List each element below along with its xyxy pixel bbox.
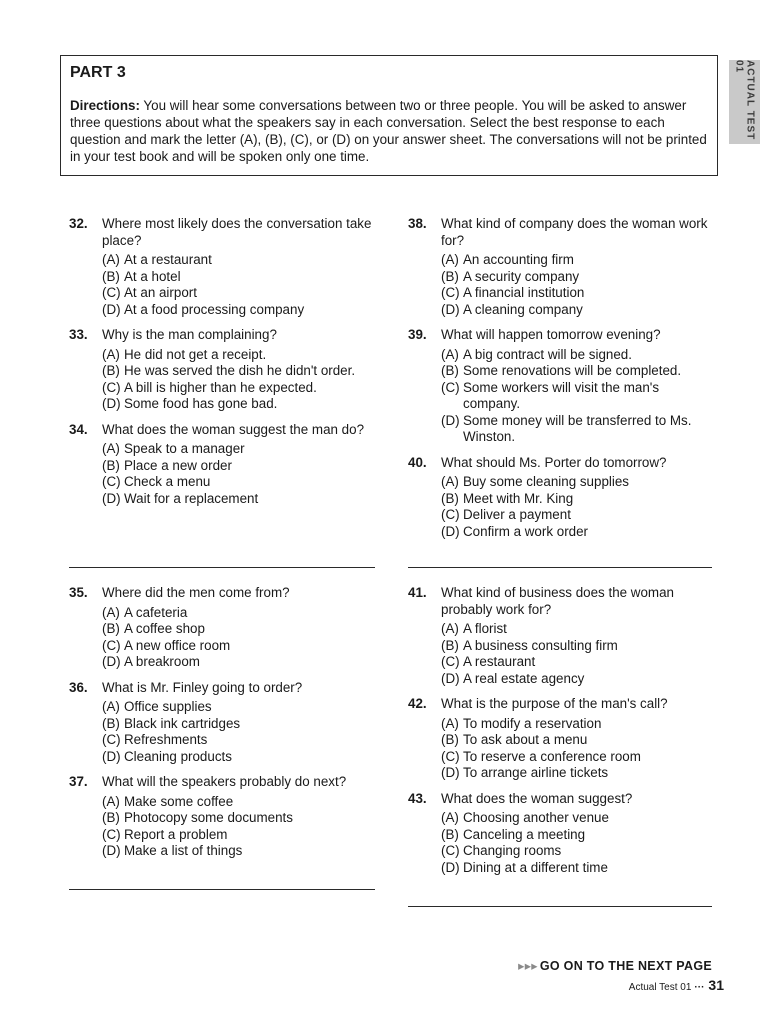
answer-option (102, 699, 379, 716)
option-text: At a restaurant (124, 252, 212, 267)
option-text: To ask about a menu (463, 732, 588, 747)
option-text: A coffee shop (124, 621, 205, 636)
question-text: What kind of business does the woman probably work for? (441, 585, 674, 617)
answer-option (441, 638, 718, 655)
question-number: 40. (408, 454, 427, 470)
answer-option (441, 654, 718, 671)
option-text: Some workers will visit the man's company. (463, 379, 660, 411)
option-text: Refreshments (124, 732, 208, 747)
answer-option (441, 413, 718, 446)
question-header (69, 216, 379, 249)
section-divider (408, 567, 712, 568)
option-text: Confirm a work order (463, 523, 589, 539)
answer-option (441, 843, 718, 860)
question-text: Where did the men come from? (102, 585, 290, 600)
question-item (408, 791, 718, 877)
option-text: A business consulting firm (463, 637, 618, 653)
option-text: A new office room (124, 637, 231, 653)
option-text: At an airport (124, 285, 197, 300)
option-text: He did not get a receipt. (124, 346, 267, 362)
option-letter: (D) (441, 301, 460, 317)
option-text: Speak to a manager (124, 441, 245, 456)
section-tab-label: ACTUAL TEST 01 (733, 60, 756, 141)
option-letter: (A) (441, 474, 459, 489)
option-letter: (C) (441, 379, 460, 395)
answer-option (441, 252, 718, 269)
option-letter: (A) (441, 715, 459, 731)
answer-option (441, 363, 718, 380)
question-text: What kind of company does the woman work for? (441, 216, 708, 248)
answer-option (441, 827, 718, 844)
question-item (408, 216, 718, 318)
option-text: A breakroom (124, 654, 200, 669)
answer-options (408, 621, 718, 687)
answer-option (441, 810, 718, 827)
question-number: 43. (408, 790, 427, 806)
answer-option (102, 302, 379, 319)
question-item (408, 585, 718, 687)
option-letter: (A) (441, 346, 459, 362)
option-letter: (B) (441, 826, 459, 842)
answer-option (102, 732, 379, 749)
option-text: To modify a reservation (463, 715, 602, 731)
question-item (69, 585, 379, 671)
option-text: Canceling a meeting (463, 826, 586, 842)
answer-option (102, 363, 379, 380)
question-number: 39. (408, 327, 427, 342)
answer-option (102, 347, 379, 364)
directions-paragraph (70, 97, 708, 165)
question-number: 34. (69, 421, 88, 437)
option-letter: (C) (102, 474, 121, 489)
answer-option (441, 671, 718, 688)
option-text: Black ink cartridges (124, 715, 241, 731)
option-letter: (C) (102, 379, 121, 395)
question-group (408, 585, 718, 885)
option-letter: (A) (441, 621, 459, 636)
answer-option (441, 491, 718, 508)
directions-text: You will hear some conversations between two or three people. You will be asked to answer three questions about what the speakers say in each conversation. Select the best response to each question and mark the letter (A), (B), (C), or (D) on your answer sheet. The conversations will not be printed in your test book and will be spoken only one time. (70, 98, 707, 164)
option-letter: (D) (102, 654, 121, 669)
option-letter: (B) (441, 268, 459, 284)
option-text: Photocopy some documents (124, 810, 293, 825)
answer-option (441, 380, 718, 413)
option-letter: (A) (102, 441, 120, 456)
option-letter: (D) (441, 523, 460, 539)
option-letter: (A) (102, 699, 120, 714)
option-text: Meet with Mr. King (463, 490, 574, 506)
option-text: Make a list of things (124, 843, 243, 858)
answer-option (441, 474, 718, 491)
answer-option (441, 507, 718, 524)
option-letter: (A) (441, 810, 459, 825)
option-letter: (D) (102, 301, 121, 317)
answer-option (102, 396, 379, 413)
section-divider (69, 567, 375, 568)
option-text: An accounting firm (463, 252, 574, 267)
question-number: 42. (408, 696, 427, 711)
option-text: Choosing another venue (463, 810, 609, 825)
option-letter: (D) (102, 490, 121, 506)
option-letter: (B) (441, 363, 459, 378)
page-number: 31 (708, 977, 724, 993)
question-item (69, 680, 379, 766)
option-text: Buy some cleaning supplies (463, 474, 629, 489)
answer-option (441, 285, 718, 302)
answer-option (102, 458, 379, 475)
answer-option (102, 794, 379, 811)
question-number: 33. (69, 327, 88, 342)
question-number: 36. (69, 679, 88, 695)
question-text: What does the woman suggest? (441, 790, 633, 806)
option-letter: (A) (102, 346, 120, 362)
dots-separator: ··· (694, 982, 705, 993)
option-letter: (D) (102, 396, 121, 411)
answer-option (441, 732, 718, 749)
question-header (69, 774, 379, 791)
question-header (69, 585, 379, 602)
option-letter: (D) (441, 765, 460, 780)
answer-option (441, 347, 718, 364)
part-title: PART 3 (70, 64, 126, 81)
question-header (69, 422, 379, 439)
question-text: What should Ms. Porter do tomorrow? (441, 454, 667, 470)
answer-option (441, 269, 718, 286)
question-header (408, 455, 718, 472)
answer-option (102, 810, 379, 827)
option-letter: (D) (102, 843, 121, 858)
option-letter: (B) (102, 268, 120, 284)
option-text: Office supplies (124, 699, 212, 714)
question-number: 38. (408, 216, 427, 231)
option-text: To reserve a conference room (463, 748, 641, 764)
answer-option (441, 302, 718, 319)
option-text: Some food has gone bad. (124, 396, 278, 411)
option-text: Report a problem (124, 826, 228, 842)
test-label: Actual Test 01 (628, 982, 692, 993)
option-letter: (C) (441, 654, 460, 669)
question-header (408, 791, 718, 808)
option-letter: (C) (441, 285, 460, 300)
question-item (69, 327, 379, 413)
answer-option (102, 474, 379, 491)
option-text: Some money will be transferred to Ms. Winston. (463, 412, 692, 444)
option-text: Make some coffee (124, 793, 234, 809)
option-text: Dining at a different time (463, 859, 608, 875)
directions-box (60, 55, 718, 176)
option-letter: (B) (441, 490, 459, 506)
section-divider (69, 889, 375, 890)
option-text: A big contract will be signed. (463, 346, 632, 362)
option-letter: (C) (441, 507, 460, 522)
directions-label: Directions: (70, 98, 140, 113)
answer-option (102, 827, 379, 844)
option-letter: (B) (102, 621, 120, 636)
answer-option (102, 380, 379, 397)
option-text: Cleaning products (124, 748, 232, 764)
answer-options (69, 699, 379, 765)
option-letter: (B) (102, 810, 120, 825)
answer-option (102, 605, 379, 622)
answer-option (441, 765, 718, 782)
answer-option (102, 654, 379, 671)
option-letter: (A) (102, 604, 120, 620)
answer-option (102, 621, 379, 638)
option-letter: (A) (441, 252, 459, 267)
answer-options (408, 810, 718, 876)
next-page-notice (518, 958, 712, 973)
option-letter: (B) (102, 363, 120, 378)
option-text: A cafeteria (124, 604, 188, 620)
option-letter: (D) (441, 670, 460, 686)
question-group (69, 585, 379, 869)
answer-option (102, 252, 379, 269)
question-header (408, 216, 718, 249)
section-divider (408, 906, 712, 907)
answer-option (102, 638, 379, 655)
question-text: Why is the man complaining? (102, 327, 277, 342)
answer-options (408, 347, 718, 446)
option-text: At a food processing company (124, 301, 305, 317)
option-letter: (C) (441, 748, 460, 764)
question-item (408, 696, 718, 782)
question-group (408, 216, 718, 549)
option-text: A financial institution (463, 285, 585, 300)
question-number: 32. (69, 216, 88, 231)
question-text: What is the purpose of the man's call? (441, 696, 668, 711)
answer-options (408, 716, 718, 782)
option-text: A security company (463, 268, 580, 284)
option-letter: (D) (441, 859, 460, 875)
answer-option (102, 491, 379, 508)
option-text: Check a menu (124, 474, 211, 489)
question-number: 37. (69, 774, 88, 789)
option-letter: (C) (102, 637, 121, 653)
option-letter: (B) (441, 732, 459, 747)
answer-option (102, 269, 379, 286)
answer-option (102, 843, 379, 860)
section-tab (729, 60, 760, 144)
question-number: 35. (69, 585, 88, 600)
question-text: Where most likely does the conversation take place? (102, 216, 372, 248)
answer-option (102, 749, 379, 766)
option-letter: (C) (102, 826, 121, 842)
answer-option (102, 441, 379, 458)
option-text: A bill is higher than he expected. (124, 379, 317, 395)
question-item (408, 455, 718, 541)
option-text: Some renovations will be completed. (463, 363, 682, 378)
option-letter: (B) (102, 457, 120, 473)
question-header (69, 327, 379, 344)
option-text: Wait for a replacement (124, 490, 259, 506)
option-letter: (C) (102, 285, 121, 300)
option-letter: (A) (102, 793, 120, 809)
next-page-text: GO ON TO THE NEXT PAGE (539, 959, 712, 973)
answer-options (69, 794, 379, 860)
option-letter: (C) (441, 843, 460, 858)
question-group (69, 216, 379, 516)
option-text: At a hotel (124, 268, 181, 284)
answer-option (441, 621, 718, 638)
option-letter: (D) (102, 748, 121, 764)
option-letter: (B) (441, 637, 459, 653)
question-header (408, 696, 718, 713)
option-letter: (A) (102, 252, 120, 267)
option-letter: (D) (441, 412, 460, 428)
option-text: To arrange airline tickets (463, 765, 609, 780)
option-text: A real estate agency (463, 670, 585, 686)
answer-option (441, 860, 718, 877)
question-number: 41. (408, 585, 427, 600)
question-text: What will happen tomorrow evening? (441, 327, 661, 342)
arrow-icon: ▸▸▸ (518, 959, 538, 973)
option-text: Deliver a payment (463, 507, 571, 522)
answer-options (69, 441, 379, 507)
option-text: A restaurant (463, 654, 536, 669)
answer-option (102, 285, 379, 302)
question-item (69, 422, 379, 508)
answer-option (441, 716, 718, 733)
option-text: A cleaning company (463, 301, 583, 317)
question-header (408, 585, 718, 618)
question-text: What is Mr. Finley going to order? (102, 679, 303, 695)
page-footer (629, 977, 724, 993)
answer-options (69, 347, 379, 413)
option-letter: (C) (102, 732, 121, 747)
question-header (69, 680, 379, 697)
option-text: A florist (463, 621, 507, 636)
question-item (69, 216, 379, 318)
question-item (69, 774, 379, 860)
answer-option (102, 716, 379, 733)
answer-options (69, 252, 379, 318)
answer-option (441, 749, 718, 766)
question-header (408, 327, 718, 344)
answer-options (408, 474, 718, 540)
question-text: What will the speakers probably do next? (102, 774, 347, 789)
option-text: Changing rooms (463, 843, 562, 858)
answer-options (69, 605, 379, 671)
answer-options (408, 252, 718, 318)
option-text: Place a new order (124, 457, 232, 473)
answer-option (441, 524, 718, 541)
question-item (408, 327, 718, 446)
option-text: He was served the dish he didn't order. (124, 363, 356, 378)
option-letter: (B) (102, 715, 120, 731)
question-text: What does the woman suggest the man do? (102, 421, 365, 437)
